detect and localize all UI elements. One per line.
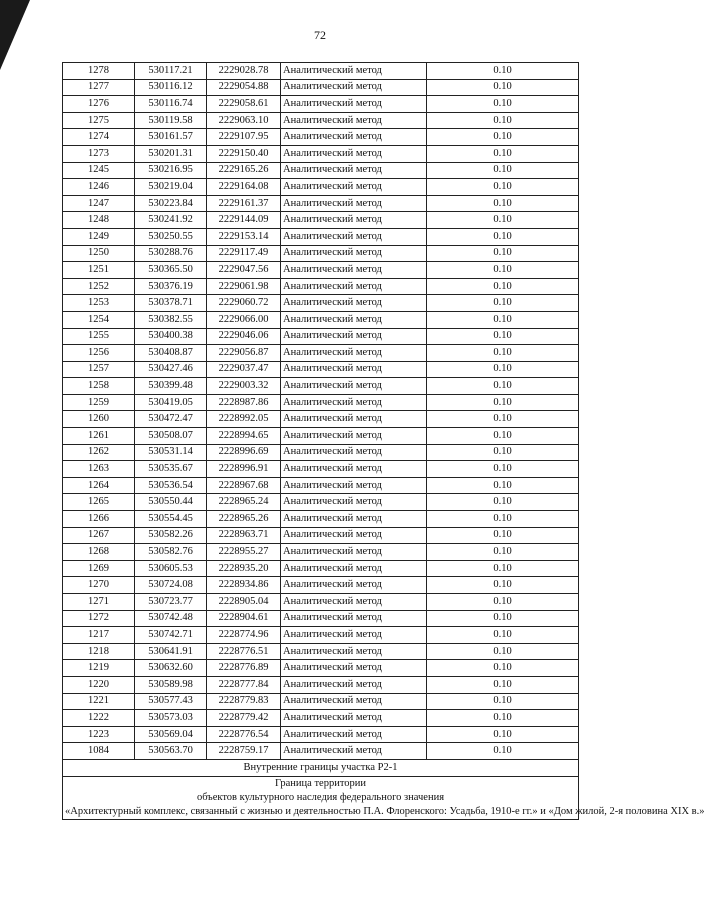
x-coordinate-cell: 530589.98: [135, 676, 207, 693]
y-coordinate-cell: 2229164.08: [207, 179, 281, 196]
table-row: [63, 212, 579, 229]
x-coordinate-cell: 530408.87: [135, 345, 207, 362]
point-number-cell: 1223: [63, 726, 135, 743]
accuracy-cell: 0.10: [427, 179, 579, 196]
table-row: [63, 544, 579, 561]
accuracy-cell: 0.10: [427, 544, 579, 561]
method-cell: Аналитический метод: [281, 610, 427, 627]
point-number-cell: 1220: [63, 676, 135, 693]
y-coordinate-cell: 2228963.71: [207, 527, 281, 544]
x-coordinate-cell: 530531.14: [135, 444, 207, 461]
table-row: [63, 195, 579, 212]
method-cell: Аналитический метод: [281, 212, 427, 229]
table-row: [63, 577, 579, 594]
method-cell: Аналитический метод: [281, 710, 427, 727]
point-number-cell: 1269: [63, 560, 135, 577]
accuracy-cell: 0.10: [427, 311, 579, 328]
method-cell: Аналитический метод: [281, 245, 427, 262]
point-number-cell: 1260: [63, 411, 135, 428]
point-number-cell: 1255: [63, 328, 135, 345]
territory-caption-line1: Граница территории: [274, 777, 367, 789]
y-coordinate-cell: 2229037.47: [207, 361, 281, 378]
point-number-cell: 1245: [63, 162, 135, 179]
y-coordinate-cell: 2229056.87: [207, 345, 281, 362]
y-coordinate-cell: 2228779.42: [207, 710, 281, 727]
point-number-cell: 1254: [63, 311, 135, 328]
y-coordinate-cell: 2228905.04: [207, 594, 281, 611]
table-row: [63, 411, 579, 428]
point-number-cell: 1247: [63, 195, 135, 212]
x-coordinate-cell: 530472.47: [135, 411, 207, 428]
x-coordinate-cell: 530742.48: [135, 610, 207, 627]
x-coordinate-cell: 530723.77: [135, 594, 207, 611]
method-cell: Аналитический метод: [281, 96, 427, 113]
accuracy-cell: 0.10: [427, 212, 579, 229]
accuracy-cell: 0.10: [427, 511, 579, 528]
accuracy-cell: 0.10: [427, 710, 579, 727]
accuracy-cell: 0.10: [427, 743, 579, 760]
point-number-cell: 1222: [63, 710, 135, 727]
x-coordinate-cell: 530378.71: [135, 295, 207, 312]
x-coordinate-cell: 530641.91: [135, 643, 207, 660]
y-coordinate-cell: 2228955.27: [207, 544, 281, 561]
method-cell: Аналитический метод: [281, 328, 427, 345]
table-row: [63, 594, 579, 611]
y-coordinate-cell: 2228904.61: [207, 610, 281, 627]
method-cell: Аналитический метод: [281, 345, 427, 362]
x-coordinate-cell: 530508.07: [135, 428, 207, 445]
accuracy-cell: 0.10: [427, 162, 579, 179]
y-coordinate-cell: 2229060.72: [207, 295, 281, 312]
x-coordinate-cell: 530427.46: [135, 361, 207, 378]
point-number-cell: 1273: [63, 145, 135, 162]
method-cell: Аналитический метод: [281, 527, 427, 544]
point-number-cell: 1268: [63, 544, 135, 561]
table-row: [63, 179, 579, 196]
method-cell: Аналитический метод: [281, 63, 427, 80]
point-number-cell: 1275: [63, 112, 135, 129]
accuracy-cell: 0.10: [427, 577, 579, 594]
table-row: [63, 743, 579, 760]
table-row: [63, 228, 579, 245]
y-coordinate-cell: 2228996.91: [207, 461, 281, 478]
table-row: [63, 643, 579, 660]
table-row: [63, 676, 579, 693]
method-cell: Аналитический метод: [281, 511, 427, 528]
accuracy-cell: 0.10: [427, 477, 579, 494]
table-row: [63, 129, 579, 146]
accuracy-cell: 0.10: [427, 328, 579, 345]
point-number-cell: 1257: [63, 361, 135, 378]
table-row: [63, 378, 579, 395]
accuracy-cell: 0.10: [427, 96, 579, 113]
accuracy-cell: 0.10: [427, 112, 579, 129]
table-row: [63, 328, 579, 345]
table-row: [63, 610, 579, 627]
accuracy-cell: 0.10: [427, 428, 579, 445]
method-cell: Аналитический метод: [281, 112, 427, 129]
method-cell: Аналитический метод: [281, 129, 427, 146]
accuracy-cell: 0.10: [427, 378, 579, 395]
accuracy-cell: 0.10: [427, 726, 579, 743]
accuracy-cell: 0.10: [427, 494, 579, 511]
x-coordinate-cell: 530400.38: [135, 328, 207, 345]
point-number-cell: 1084: [63, 743, 135, 760]
table-row: [63, 511, 579, 528]
method-cell: Аналитический метод: [281, 643, 427, 660]
y-coordinate-cell: 2229161.37: [207, 195, 281, 212]
x-coordinate-cell: 530605.53: [135, 560, 207, 577]
x-coordinate-cell: 530536.54: [135, 477, 207, 494]
accuracy-cell: 0.10: [427, 627, 579, 644]
y-coordinate-cell: 2229054.88: [207, 79, 281, 96]
table-row: [63, 461, 579, 478]
x-coordinate-cell: 530288.76: [135, 245, 207, 262]
x-coordinate-cell: 530582.76: [135, 544, 207, 561]
point-number-cell: 1252: [63, 278, 135, 295]
point-number-cell: 1259: [63, 394, 135, 411]
point-number-cell: 1276: [63, 96, 135, 113]
inner-border-caption: Внутренние границы участка Р2-1: [63, 759, 579, 776]
accuracy-cell: 0.10: [427, 262, 579, 279]
y-coordinate-cell: 2228776.51: [207, 643, 281, 660]
method-cell: Аналитический метод: [281, 560, 427, 577]
y-coordinate-cell: 2228967.68: [207, 477, 281, 494]
y-coordinate-cell: 2228935.20: [207, 560, 281, 577]
point-number-cell: 1219: [63, 660, 135, 677]
accuracy-cell: 0.10: [427, 361, 579, 378]
table-row: [63, 162, 579, 179]
point-number-cell: 1265: [63, 494, 135, 511]
page-number: 72: [314, 28, 326, 42]
y-coordinate-cell: 2228965.24: [207, 494, 281, 511]
method-cell: Аналитический метод: [281, 311, 427, 328]
point-number-cell: 1256: [63, 345, 135, 362]
x-coordinate-cell: 530577.43: [135, 693, 207, 710]
accuracy-cell: 0.10: [427, 79, 579, 96]
method-cell: Аналитический метод: [281, 461, 427, 478]
table-row: [63, 726, 579, 743]
accuracy-cell: 0.10: [427, 527, 579, 544]
method-cell: Аналитический метод: [281, 228, 427, 245]
point-number-cell: 1277: [63, 79, 135, 96]
x-coordinate-cell: 530582.26: [135, 527, 207, 544]
table-row: [63, 560, 579, 577]
method-cell: Аналитический метод: [281, 195, 427, 212]
table-row: [63, 660, 579, 677]
y-coordinate-cell: 2229047.56: [207, 262, 281, 279]
table-row: [63, 79, 579, 96]
point-number-cell: 1263: [63, 461, 135, 478]
table-row: [63, 428, 579, 445]
territory-caption: [63, 776, 705, 819]
point-number-cell: 1264: [63, 477, 135, 494]
table-row: [63, 494, 579, 511]
table-row: [63, 345, 579, 362]
method-cell: Аналитический метод: [281, 278, 427, 295]
table-row: [63, 444, 579, 461]
method-cell: Аналитический метод: [281, 378, 427, 395]
table-row: [63, 627, 579, 644]
table-row: [63, 262, 579, 279]
inner-border-row: [63, 759, 579, 776]
y-coordinate-cell: 2229028.78: [207, 63, 281, 80]
method-cell: Аналитический метод: [281, 743, 427, 760]
y-coordinate-cell: 2228994.65: [207, 428, 281, 445]
accuracy-cell: 0.10: [427, 693, 579, 710]
x-coordinate-cell: 530376.19: [135, 278, 207, 295]
x-coordinate-cell: 530117.21: [135, 63, 207, 80]
x-coordinate-cell: 530219.04: [135, 179, 207, 196]
accuracy-cell: 0.10: [427, 461, 579, 478]
accuracy-cell: 0.10: [427, 676, 579, 693]
y-coordinate-cell: 2229003.32: [207, 378, 281, 395]
y-coordinate-cell: 2228987.86: [207, 394, 281, 411]
x-coordinate-cell: 530724.08: [135, 577, 207, 594]
table-row: [63, 278, 579, 295]
table-row: [63, 477, 579, 494]
x-coordinate-cell: 530742.71: [135, 627, 207, 644]
accuracy-cell: 0.10: [427, 411, 579, 428]
point-number-cell: 1258: [63, 378, 135, 395]
table-row: [63, 295, 579, 312]
x-coordinate-cell: 530250.55: [135, 228, 207, 245]
table-row: [63, 112, 579, 129]
y-coordinate-cell: 2229046.06: [207, 328, 281, 345]
x-coordinate-cell: 530119.58: [135, 112, 207, 129]
x-coordinate-cell: 530419.05: [135, 394, 207, 411]
method-cell: Аналитический метод: [281, 494, 427, 511]
accuracy-cell: 0.10: [427, 610, 579, 627]
coordinates-table: [62, 62, 705, 820]
x-coordinate-cell: 530116.74: [135, 96, 207, 113]
method-cell: Аналитический метод: [281, 477, 427, 494]
method-cell: Аналитический метод: [281, 179, 427, 196]
point-number-cell: 1250: [63, 245, 135, 262]
method-cell: Аналитический метод: [281, 544, 427, 561]
table-row: [63, 311, 579, 328]
point-number-cell: 1249: [63, 228, 135, 245]
method-cell: Аналитический метод: [281, 361, 427, 378]
point-number-cell: 1218: [63, 643, 135, 660]
accuracy-cell: 0.10: [427, 278, 579, 295]
y-coordinate-cell: 2228774.96: [207, 627, 281, 644]
y-coordinate-cell: 2228776.54: [207, 726, 281, 743]
accuracy-cell: 0.10: [427, 594, 579, 611]
point-number-cell: 1274: [63, 129, 135, 146]
accuracy-cell: 0.10: [427, 245, 579, 262]
method-cell: Аналитический метод: [281, 262, 427, 279]
method-cell: Аналитический метод: [281, 428, 427, 445]
x-coordinate-cell: 530161.57: [135, 129, 207, 146]
x-coordinate-cell: 530563.70: [135, 743, 207, 760]
accuracy-cell: 0.10: [427, 145, 579, 162]
point-number-cell: 1217: [63, 627, 135, 644]
y-coordinate-cell: 2229117.49: [207, 245, 281, 262]
method-cell: Аналитический метод: [281, 162, 427, 179]
y-coordinate-cell: 2228934.86: [207, 577, 281, 594]
method-cell: Аналитический метод: [281, 79, 427, 96]
x-coordinate-cell: 530569.04: [135, 726, 207, 743]
point-number-cell: 1272: [63, 610, 135, 627]
table-row: [63, 394, 579, 411]
x-coordinate-cell: 530573.03: [135, 710, 207, 727]
point-number-cell: 1221: [63, 693, 135, 710]
accuracy-cell: 0.10: [427, 394, 579, 411]
y-coordinate-cell: 2228776.89: [207, 660, 281, 677]
method-cell: Аналитический метод: [281, 295, 427, 312]
y-coordinate-cell: 2229066.00: [207, 311, 281, 328]
accuracy-cell: 0.10: [427, 129, 579, 146]
x-coordinate-cell: 530223.84: [135, 195, 207, 212]
method-cell: Аналитический метод: [281, 660, 427, 677]
territory-caption-line3: «Архитектурный комплекс, связанный с жизнью и деятельностью П.А. Флоренского: Усадьба, 1910-е гг.» и «Дом жилой, 2-я половина XIX в.»: [65, 805, 705, 817]
x-coordinate-cell: 530399.48: [135, 378, 207, 395]
accuracy-cell: 0.10: [427, 345, 579, 362]
accuracy-cell: 0.10: [427, 643, 579, 660]
y-coordinate-cell: 2228759.17: [207, 743, 281, 760]
table-row: [63, 361, 579, 378]
point-number-cell: 1262: [63, 444, 135, 461]
point-number-cell: 1271: [63, 594, 135, 611]
x-coordinate-cell: 530632.60: [135, 660, 207, 677]
x-coordinate-cell: 530216.95: [135, 162, 207, 179]
point-number-cell: 1253: [63, 295, 135, 312]
method-cell: Аналитический метод: [281, 627, 427, 644]
table-row: [63, 693, 579, 710]
point-number-cell: 1246: [63, 179, 135, 196]
accuracy-cell: 0.10: [427, 560, 579, 577]
x-coordinate-cell: 530241.92: [135, 212, 207, 229]
accuracy-cell: 0.10: [427, 444, 579, 461]
method-cell: Аналитический метод: [281, 726, 427, 743]
x-coordinate-cell: 530201.31: [135, 145, 207, 162]
table-row: [63, 710, 579, 727]
point-number-cell: 1251: [63, 262, 135, 279]
method-cell: Аналитический метод: [281, 577, 427, 594]
territory-caption-line2: объектов культурного наследия федерального значения: [196, 791, 445, 803]
y-coordinate-cell: 2229144.09: [207, 212, 281, 229]
y-coordinate-cell: 2228992.05: [207, 411, 281, 428]
x-coordinate-cell: 530554.45: [135, 511, 207, 528]
y-coordinate-cell: 2228965.26: [207, 511, 281, 528]
y-coordinate-cell: 2228779.83: [207, 693, 281, 710]
table-row: [63, 527, 579, 544]
accuracy-cell: 0.10: [427, 195, 579, 212]
point-number-cell: 1266: [63, 511, 135, 528]
method-cell: Аналитический метод: [281, 411, 427, 428]
x-coordinate-cell: 530365.50: [135, 262, 207, 279]
accuracy-cell: 0.10: [427, 63, 579, 80]
point-number-cell: 1248: [63, 212, 135, 229]
accuracy-cell: 0.10: [427, 295, 579, 312]
method-cell: Аналитический метод: [281, 594, 427, 611]
x-coordinate-cell: 530116.12: [135, 79, 207, 96]
point-number-cell: 1270: [63, 577, 135, 594]
y-coordinate-cell: 2229165.26: [207, 162, 281, 179]
x-coordinate-cell: 530535.67: [135, 461, 207, 478]
y-coordinate-cell: 2229107.95: [207, 129, 281, 146]
x-coordinate-cell: 530382.55: [135, 311, 207, 328]
y-coordinate-cell: 2229153.14: [207, 228, 281, 245]
method-cell: Аналитический метод: [281, 676, 427, 693]
table-row: [63, 63, 579, 80]
method-cell: Аналитический метод: [281, 145, 427, 162]
y-coordinate-cell: 2229063.10: [207, 112, 281, 129]
x-coordinate-cell: 530550.44: [135, 494, 207, 511]
y-coordinate-cell: 2228996.69: [207, 444, 281, 461]
accuracy-cell: 0.10: [427, 228, 579, 245]
method-cell: Аналитический метод: [281, 394, 427, 411]
territory-row: [63, 776, 579, 819]
point-number-cell: 1278: [63, 63, 135, 80]
method-cell: Аналитический метод: [281, 693, 427, 710]
accuracy-cell: 0.10: [427, 660, 579, 677]
point-number-cell: 1267: [63, 527, 135, 544]
table-row: [63, 245, 579, 262]
y-coordinate-cell: 2228777.84: [207, 676, 281, 693]
y-coordinate-cell: 2229058.61: [207, 96, 281, 113]
method-cell: Аналитический метод: [281, 444, 427, 461]
y-coordinate-cell: 2229150.40: [207, 145, 281, 162]
table-row: [63, 96, 579, 113]
point-number-cell: 1261: [63, 428, 135, 445]
y-coordinate-cell: 2229061.98: [207, 278, 281, 295]
table-row: [63, 145, 579, 162]
